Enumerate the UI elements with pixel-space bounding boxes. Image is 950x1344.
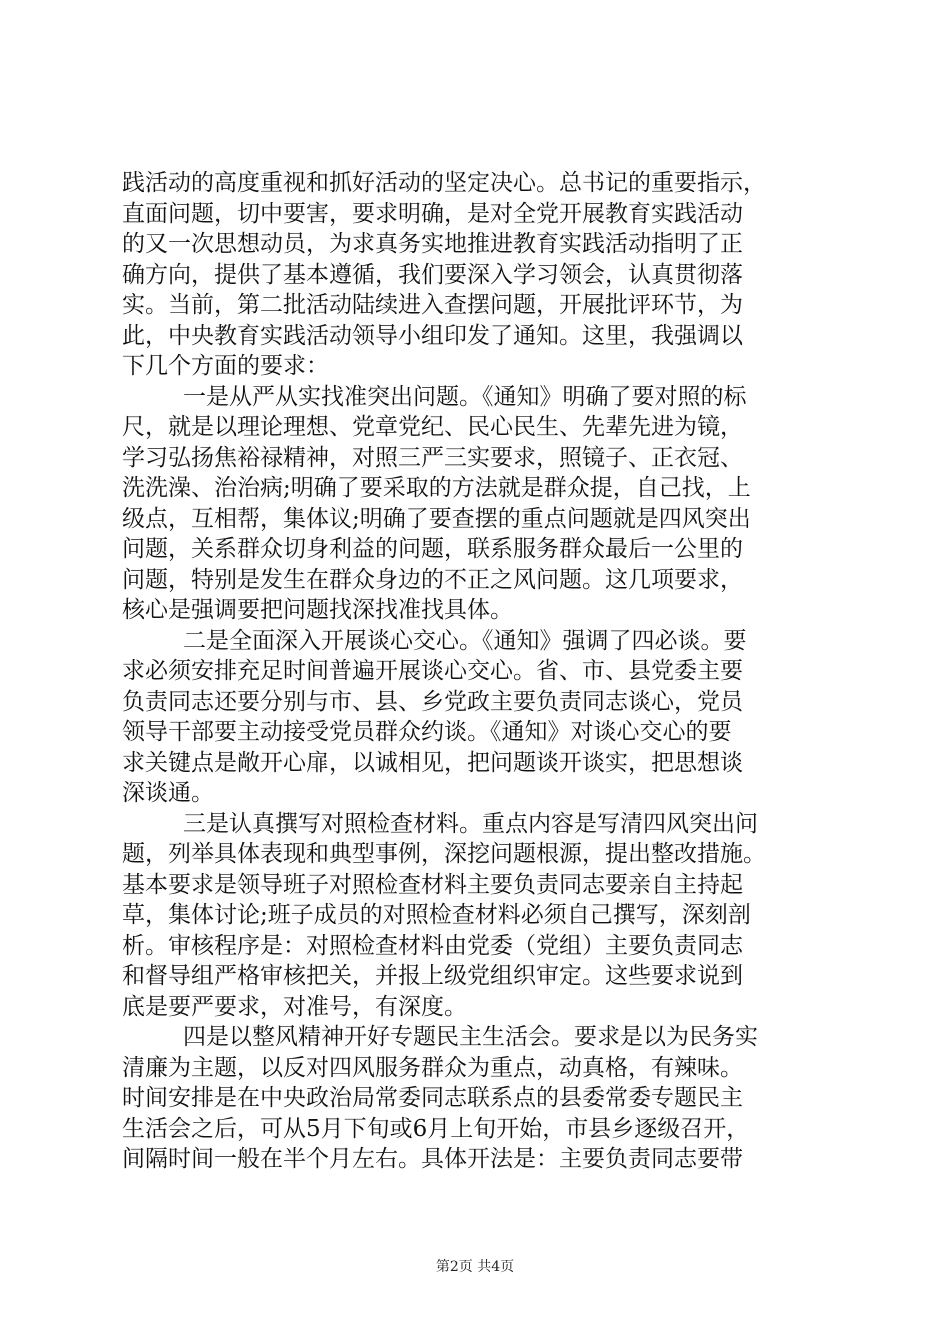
text-line: 时间安排是在中央政治局常委同志联系点的县委常委专题民主 — [122, 1085, 743, 1111]
paragraph-first-line: 三是认真撰写对照检查材料。重点内容是写清四风突出问 — [183, 810, 758, 837]
text-line: 领导干部要主动接受党员群众约谈。《通知》对谈心交心的要 — [122, 719, 732, 745]
paragraph-first-line: 四是以整风精神开好专题民主生活会。要求是以为民务实 — [183, 1024, 758, 1050]
text-line: 间隔时间一般在半个月左右。具体开法是：主要负责同志要带 — [122, 1146, 743, 1172]
text-line: 问题，特别是发生在群众身边的不正之风问题。这几项要求， — [122, 566, 743, 593]
text-line: 确方向，提供了基本遵循，我们要深入学习领会，认真贯彻落 — [122, 261, 743, 288]
text-line: 直面问题，切中要害，要求明确，是对全党开展教育实践活动 — [122, 200, 743, 227]
text-line: 级点，互相帮，集体议;明确了要查摆的重点问题就是四风突出 — [122, 505, 751, 532]
text-line: 尺，就是以理论理想、党章党纪、民心民生、先辈先进为镜， — [122, 414, 743, 440]
text-line: 草，集体讨论;班子成员的对照检查材料必须自己撰写，深刻剖 — [122, 902, 751, 928]
text-line: 学习弘扬焦裕禄精神，对照三严三实要求，照镜子、正衣冠、 — [122, 444, 743, 471]
text-line: 求必须安排充足时间普遍开展谈心交心。省、市、县党委主要 — [122, 658, 743, 684]
text-line: 题，列举具体表现和典型事例，深挖问题根源，提出整改措施。 — [122, 841, 766, 867]
text-line: 和督导组严格审核把关，并报上级党组织审定。这些要求说到 — [122, 963, 743, 989]
text-line: 问题，关系群众切身利益的问题，联系服务群众最后一公里的 — [122, 536, 743, 562]
text-line: 实。当前，第二批活动陆续进入查摆问题，开展批评环节，为 — [122, 292, 743, 318]
text-line: 生活会之后，可从5月下旬或6月上旬开始，市县乡逐级召开， — [122, 1115, 750, 1142]
text-line: 求关键点是敞开心扉，以诚相见，把问题谈开谈实，把思想谈 — [122, 749, 743, 776]
page-footer: 第2页 共4页 — [435, 1259, 515, 1275]
text-line: 核心是强调要把问题找深找准找具体。 — [122, 597, 513, 623]
paragraph-first-line: 二是全面深入开展谈心交心。《通知》强调了四必谈。要 — [183, 627, 747, 654]
text-line: 负责同志还要分别与市、县、乡党政主要负责同志谈心，党员 — [122, 688, 743, 715]
text-line: 践活动的高度重视和抓好活动的坚定决心。总书记的重要指示， — [122, 170, 766, 196]
text-line: 清廉为主题，以反对四风服务群众为重点，动真格，有辣味。 — [122, 1054, 743, 1081]
text-line: 洗洗澡、治治病;明确了要采取的方法就是群众提，自己找，上 — [122, 475, 751, 501]
text-line: 基本要求是领导班子对照检查材料主要负责同志要亲自主持起 — [122, 871, 743, 898]
text-line: 析。审核程序是：对照检查材料由党委（党组）主要负责同志 — [122, 932, 743, 959]
text-line: 下几个方面的要求： — [122, 353, 329, 379]
text-line: 的又一次思想动员，为求真务实地推进教育实践活动指明了正 — [122, 231, 743, 257]
text-line: 底是要严要求，对准号，有深度。 — [122, 993, 467, 1020]
document-body — [122, 168, 842, 1175]
text-line: 深谈通。 — [122, 780, 214, 806]
text-line: 此，中央教育实践活动领导小组印发了通知。这里，我强调以 — [122, 322, 743, 349]
paragraph-first-line: 一是从严从实找准突出问题。《通知》明确了要对照的标 — [183, 383, 747, 410]
